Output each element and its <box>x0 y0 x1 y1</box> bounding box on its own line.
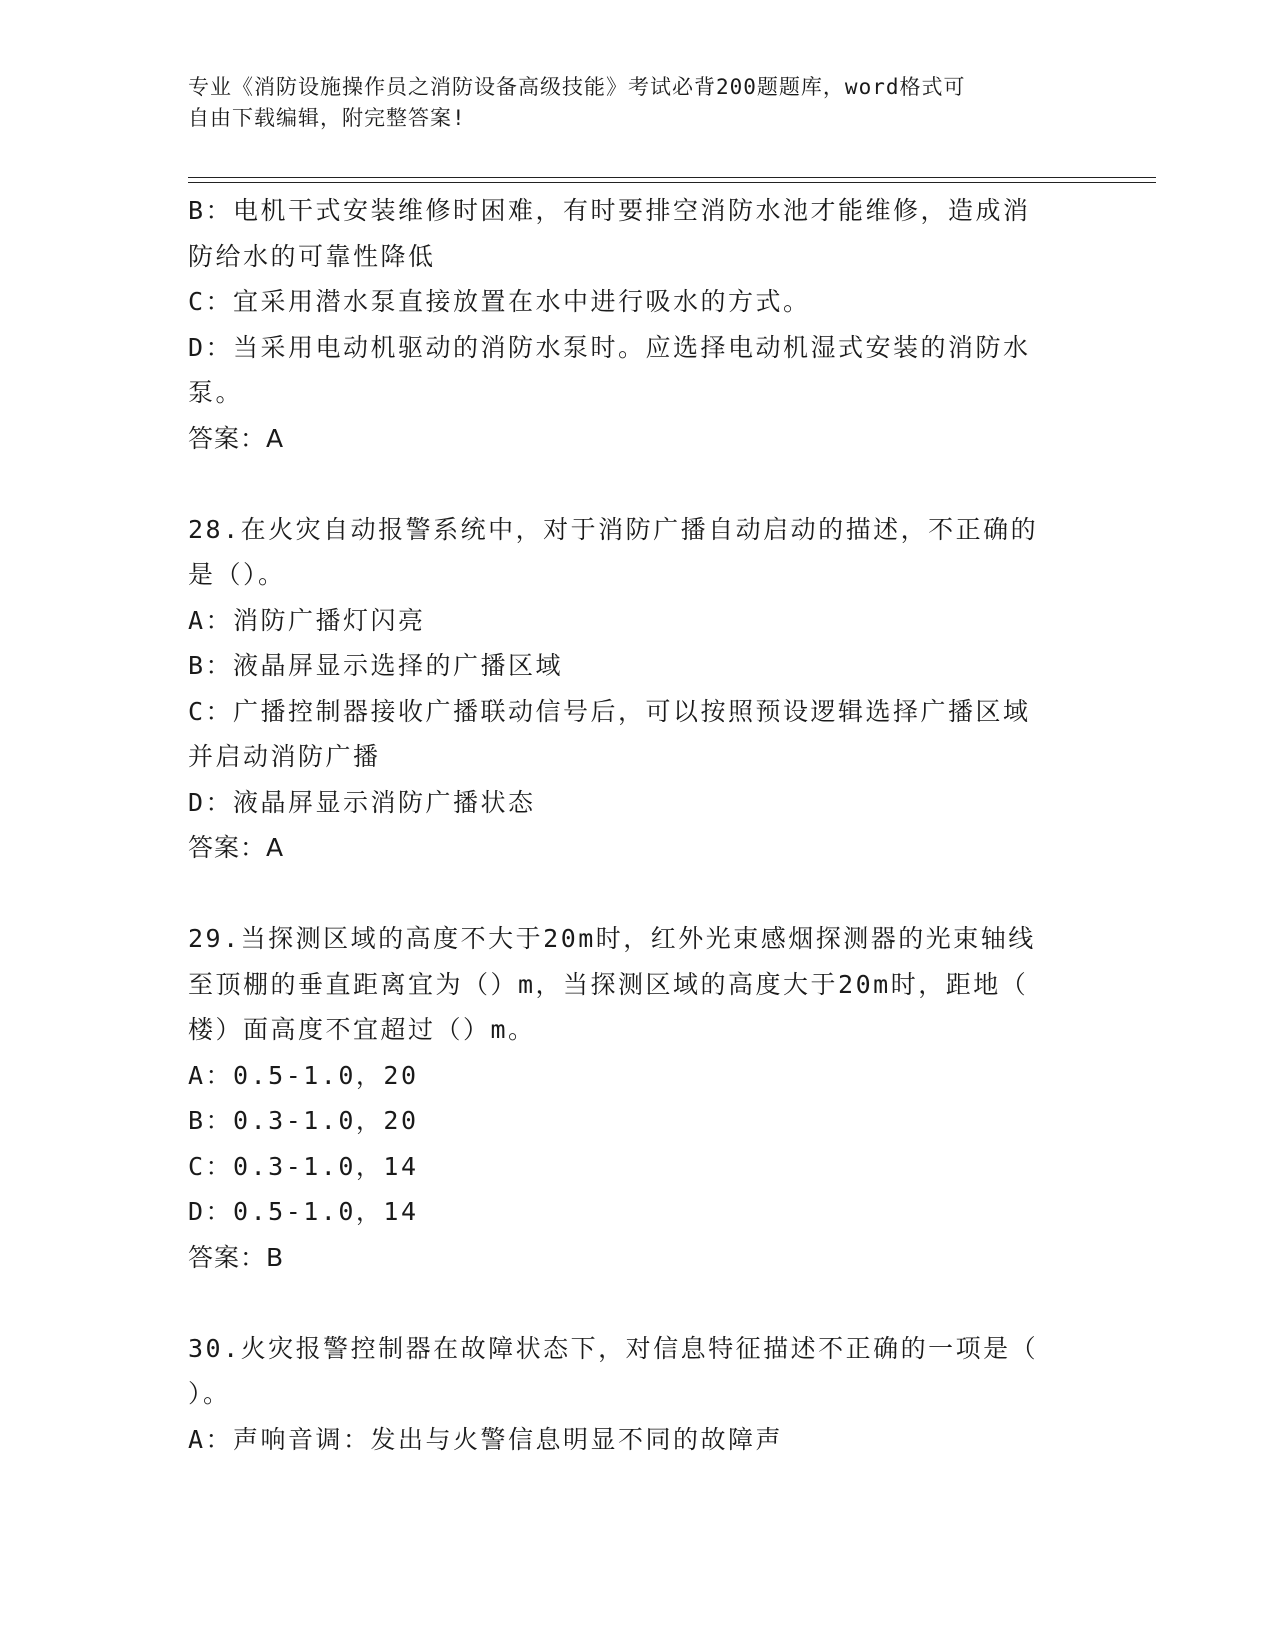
spacer <box>188 1280 1078 1326</box>
question-text-line-1: 29.当探测区域的高度不大于20m时，红外光束感烟探测器的光束轴线 <box>188 924 1036 953</box>
question-text-line-3: 楼）面高度不宜超过（）m。 <box>188 1015 536 1044</box>
question-29 <box>188 916 1078 1280</box>
question-text-line-2: 是（）。 <box>188 560 286 589</box>
option-b-line-2: 防给水的可靠性降低 <box>188 241 436 271</box>
option-c-line-1: C：广播控制器接收广播联动信号后，可以按照预设逻辑选择广播区域 <box>188 696 1031 726</box>
answer: 答案：A <box>188 423 285 453</box>
spacer <box>188 871 1078 917</box>
option-b: B：0.3-1.0，20 <box>188 1106 419 1135</box>
question-text-line-2: ）。 <box>188 1379 231 1408</box>
question-text-line-1: 30.火灾报警控制器在故障状态下，对信息特征描述不正确的一项是（ <box>188 1333 1039 1363</box>
option-c: C：0.3-1.0，14 <box>188 1151 419 1181</box>
option-d: D：0.5-1.0，14 <box>188 1197 419 1226</box>
answer: 答案：A <box>188 833 285 862</box>
option-b: B：液晶屏显示选择的广播区域 <box>188 651 564 680</box>
option-a: A：消防广播灯闪亮 <box>188 605 426 635</box>
answer: 答案：B <box>188 1242 285 1272</box>
option-b-line-1: B：电机干式安装维修时困难，有时要排空消防水池才能维修，造成消 <box>188 196 1031 225</box>
question-text-line-2: 至顶棚的垂直距离宜为（）m，当探测区域的高度大于20m时，距地（ <box>188 969 1029 999</box>
option-a: A：0.5-1.0，20 <box>188 1060 419 1090</box>
header-line-1: 专业《消防设施操作员之消防设备高级技能》考试必背200题题库，word格式可 <box>188 75 966 99</box>
option-d-line-1: D：当采用电动机驱动的消防水泵时。应选择电动机湿式安装的消防水 <box>188 332 1031 362</box>
question-content <box>188 188 1078 1462</box>
option-c: C：宜采用潜水泵直接放置在水中进行吸水的方式。 <box>188 287 811 316</box>
header-divider-bottom <box>188 182 1156 183</box>
spacer <box>188 461 1078 507</box>
document-header <box>188 72 1068 134</box>
option-a: A：声响音调：发出与火警信息明显不同的故障声 <box>188 1424 784 1454</box>
header-divider-top <box>188 177 1156 178</box>
question-28 <box>188 507 1078 871</box>
question-text-line-1: 28.在火灾自动报警系统中，对于消防广播自动启动的描述，不正确的 <box>188 514 1039 544</box>
option-d-line-2: 泵。 <box>188 378 244 407</box>
option-c-line-2: 并启动消防广播 <box>188 742 381 771</box>
option-d: D：液晶屏显示消防广播状态 <box>188 787 536 817</box>
header-line-2: 自由下载编辑，附完整答案! <box>188 106 466 130</box>
question-30 <box>188 1326 1078 1463</box>
question-27-tail <box>188 188 1078 461</box>
